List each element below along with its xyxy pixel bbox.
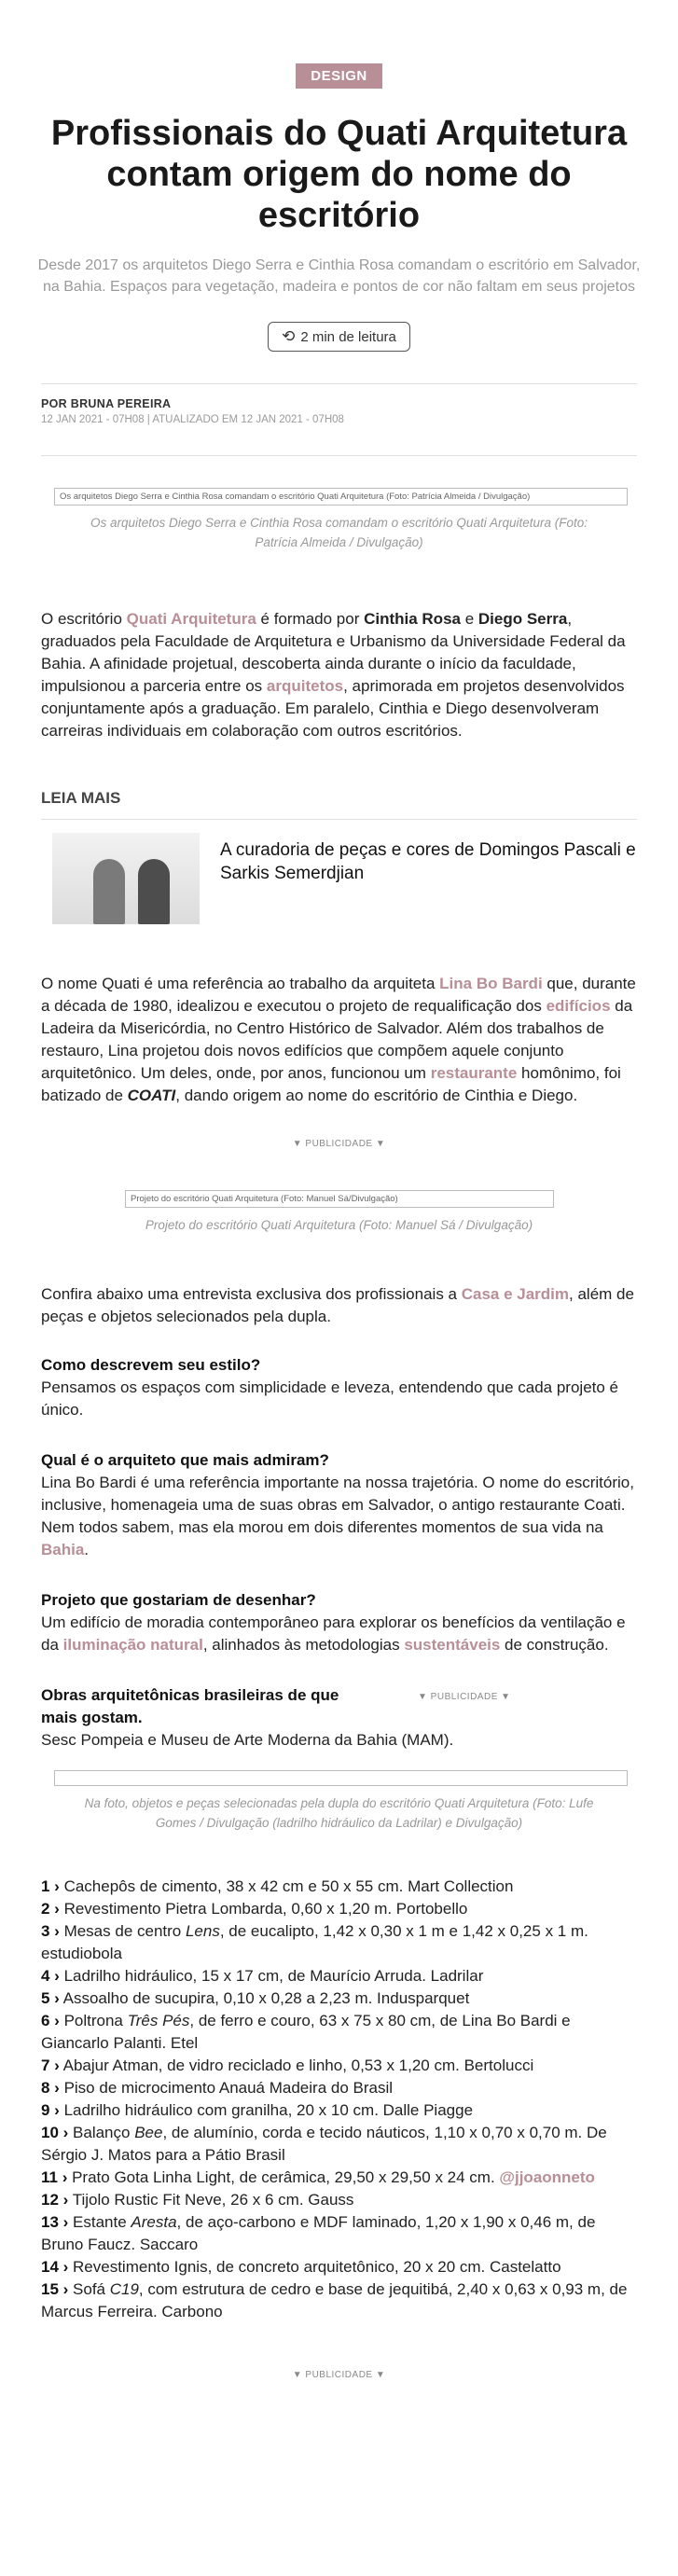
- interview-question: Qual é o arquiteto que mais admiram?: [41, 1451, 329, 1469]
- article-title: Profissionais do Quati Arquitetura contam origem do nome do escritório: [50, 114, 628, 235]
- list-item: [41, 1920, 637, 1965]
- link-bahia[interactable]: Bahia: [41, 1541, 85, 1558]
- list-item: [41, 2077, 637, 2099]
- item-text: Balanço: [68, 2124, 135, 2141]
- text-run: .: [84, 1541, 90, 1558]
- interview-question: Obras arquitetônicas brasileiras de que mais gostam.: [41, 1686, 339, 1726]
- paragraph-3: [0, 1283, 678, 1328]
- item-text: Abajur Atman, de vidro reciclado e linho, 0,53 x 1,20 cm. Bertolucci: [59, 2057, 534, 2074]
- item-text: Poltrona: [59, 2012, 128, 2029]
- leia-mais-section: [0, 787, 678, 924]
- item-number: 6 ›: [41, 2012, 60, 2029]
- image-caption-2: Projeto do escritório Quati Arquitetura (Foto: Manuel Sá / Divulgação): [145, 1218, 533, 1232]
- item-link[interactable]: @jjoaonneto: [499, 2168, 595, 2186]
- text-run: , aprimorada em projetos desenvolvidos conjuntamente após a graduação. Em paralelo, Cinthia e Diego desenvolveram carreiras individuais em colaboração com outros escritórios.: [41, 677, 625, 740]
- item-text: Assoalho de sucupira, 0,10 x 0,28 a 2,23 m. Indusparquet: [59, 1989, 470, 2007]
- item-number: 14 ›: [41, 2258, 69, 2276]
- interview-block-1: [0, 1354, 678, 1421]
- publish-dates: 12 JAN 2021 - 07H08 | ATUALIZADO EM 12 JAN 2021 - 07H08: [41, 414, 344, 425]
- article-subtitle: Desde 2017 os arquitetos Diego Serra e Cinthia Rosa comandam o escritório em Salvador, na Bahia. Espaços para vegetação, madeira e pontos de cor não faltam em seus projetos: [37, 257, 641, 295]
- link-casa-e-jardim[interactable]: Casa e Jardim: [461, 1285, 570, 1303]
- byline: [0, 384, 678, 425]
- interview-block-3: [0, 1589, 678, 1656]
- clock-icon: ⟲: [282, 327, 296, 345]
- item-text: , com estrutura de cedro e base de jequitibá, 2,40 x 0,63 x 0,93 m, de Marcus Ferreira. Carbono: [41, 2280, 628, 2320]
- text-run: da Ladeira da Misericórdia, no Centro Histórico de Salvador. Além dos trabalhos de restauro, Lina projetou dois novos edifícios que compõem aquele conjunto arquitetônico. Um deles, onde, por anos, funcionou um: [41, 997, 633, 1082]
- text-run: é formado por: [256, 610, 365, 628]
- author-name: POR BRUNA PEREIRA: [41, 397, 172, 410]
- item-name: Aresta: [131, 2213, 177, 2231]
- paragraph-1: [0, 608, 678, 742]
- item-number: 12 ›: [41, 2191, 69, 2209]
- item-text: Mesas de centro: [59, 1922, 186, 1940]
- read-time-label: 2 min de leitura: [300, 328, 396, 345]
- link-quati-arquitetura[interactable]: Quati Arquitetura: [126, 610, 256, 628]
- ad-label: ▼ PUBLICIDADE ▼: [418, 1692, 511, 1702]
- text-run: , graduados pela Faculdade de Arquitetura e Urbanismo da Universidade Federal da Bahia. A afinidade projetual, descoberta ainda durante o início da faculdade, impulsionou a parceria entre os: [41, 610, 626, 695]
- item-text: Revestimento Pietra Lombarda, 0,60 x 1,20 m. Portobello: [59, 1900, 468, 1918]
- list-item: [41, 1898, 637, 1920]
- text-run: O nome Quati é uma referência ao trabalho da arquiteta: [41, 975, 440, 992]
- item-text: Prato Gota Linha Light, de cerâmica, 29,50 x 29,50 x 24 cm.: [67, 2168, 500, 2186]
- item-text: Ladrilho hidráulico com granilha, 20 x 10 cm. Dalle Piagge: [59, 2101, 474, 2119]
- item-text: Sofá: [68, 2280, 110, 2298]
- list-item: [41, 1965, 637, 1987]
- text-run: , alinhados às metodologias: [202, 1636, 405, 1654]
- text-run: O escritório: [41, 610, 127, 628]
- item-text: Tijolo Rustic Fit Neve, 26 x 6 cm. Gauss: [68, 2191, 354, 2209]
- divider: [41, 455, 637, 456]
- item-number: 5 ›: [41, 1989, 60, 2007]
- article-image-2: Projeto do escritório Quati Arquitetura (Foto: Manuel Sá/Divulgação): [125, 1190, 554, 1208]
- item-name: Três Pés: [127, 2012, 190, 2029]
- list-item: [41, 1876, 637, 1898]
- interview-answer: Sesc Pompeia e Museu de Arte Moderna da Bahia (MAM).: [41, 1731, 454, 1749]
- item-text: Revestimento Ignis, de concreto arquitetônico, 20 x 20 cm. Castelatto: [68, 2258, 561, 2276]
- name-coati: COATI: [127, 1087, 176, 1104]
- leia-mais-link[interactable]: A curadoria de peças e cores de Domingos Pascali e Sarkis Semerdjian: [220, 840, 636, 883]
- list-item: [41, 2010, 637, 2055]
- interview-block-2: [0, 1449, 678, 1561]
- list-item: [41, 2278, 637, 2323]
- item-text: , de aço-carbono e MDF laminado, 1,20 x 1,90 x 0,46 m, de Bruno Faucz. Saccaro: [41, 2213, 596, 2253]
- list-item: [41, 2189, 637, 2211]
- leia-mais-thumbnail[interactable]: [52, 833, 200, 924]
- item-number: 9 ›: [41, 2101, 60, 2119]
- image-caption-1: Os arquitetos Diego Serra e Cinthia Rosa comandam o escritório Quati Arquitetura (Foto: Patrícia Almeida / Divulgação): [90, 516, 588, 549]
- item-text: Estante: [68, 2213, 131, 2231]
- link-iluminacao-natural[interactable]: iluminação natural: [62, 1636, 203, 1654]
- item-number: 7 ›: [41, 2057, 60, 2074]
- link-lina-bo-bardi[interactable]: Lina Bo Bardi: [439, 975, 543, 992]
- item-number: 8 ›: [41, 2079, 60, 2097]
- list-item: [41, 2211, 637, 2256]
- item-text: , de ferro e couro, 63 x 75 x 80 cm, de Lina Bo Bardi e Giancarlo Palanti. Etel: [41, 2012, 571, 2052]
- interview-question: Como descrevem seu estilo?: [41, 1356, 261, 1374]
- list-item: [41, 2167, 637, 2189]
- name-diego-serra: Diego Serra: [477, 610, 568, 628]
- item-number: 15 ›: [41, 2280, 69, 2298]
- link-sustentaveis[interactable]: sustentáveis: [404, 1636, 501, 1654]
- interview-block-4: [0, 1684, 678, 1752]
- text-run: homônimo, foi batizado de: [41, 1064, 621, 1104]
- read-time-badge: [268, 322, 410, 352]
- text-run: , além de peças e objetos selecionados pela dupla.: [41, 1285, 634, 1325]
- person-figure: [138, 859, 170, 924]
- item-number: 10 ›: [41, 2124, 69, 2141]
- item-number: 3 ›: [41, 1922, 60, 1940]
- products-list: [0, 1876, 678, 2323]
- item-name: Lens: [185, 1922, 220, 1940]
- item-number: 13 ›: [41, 2213, 69, 2231]
- link-arquitetos[interactable]: arquitetos: [266, 677, 344, 695]
- leia-mais-title: LEIA MAIS: [41, 789, 121, 807]
- interview-answer: Pensamos os espaços com simplicidade e leveza, entendendo que cada projeto é único.: [41, 1378, 618, 1419]
- list-item: [41, 2256, 637, 2278]
- item-number: 11 ›: [41, 2168, 68, 2186]
- article-image-1: Os arquitetos Diego Serra e Cinthia Rosa comandam o escritório Quati Arquitetura (Foto: Patrícia Almeida / Divulgação): [54, 488, 628, 506]
- leia-mais-item[interactable]: [52, 833, 637, 924]
- text-run: de construção.: [500, 1636, 609, 1654]
- item-number: 2 ›: [41, 1900, 60, 1918]
- article-header: [0, 0, 678, 352]
- item-text: , de alumínio, corda e tecido náuticos, 1,10 x 0,70 x 0,70 m. De Sérgio J. Matos para a Pátio Brasil: [41, 2124, 607, 2164]
- text-run: e: [460, 610, 478, 628]
- text-run: Confira abaixo uma entrevista exclusiva dos profissionais a: [41, 1285, 462, 1303]
- interview-answer: Um edifício de moradia contemporâneo para explorar os benefícios da ventilação e da: [41, 1613, 626, 1654]
- link-restaurante[interactable]: restaurante: [430, 1064, 518, 1082]
- item-number: 1 ›: [41, 1877, 60, 1895]
- category-badge[interactable]: DESIGN: [296, 63, 382, 89]
- interview-question: Projeto que gostariam de desenhar?: [41, 1591, 316, 1609]
- link-edificios[interactable]: edifícios: [546, 997, 611, 1015]
- item-number: 4 ›: [41, 1967, 60, 1985]
- list-item: [41, 2055, 637, 2077]
- item-text: , de eucalipto, 1,42 x 0,30 x 1 m e 1,42 x 0,25 x 1 m. estudiobola: [41, 1922, 588, 1962]
- paragraph-2: [0, 973, 678, 1107]
- text-run: , dando origem ao nome do escritório de Cinthia e Diego.: [175, 1087, 578, 1104]
- list-item: [41, 1987, 637, 2010]
- image-caption-3: Na foto, objetos e peças selecionadas pela dupla do escritório Quati Arquitetura (Foto: Lufe Gomes / Divulgação (ladrilho hidráulico da Ladrilar) e Divulgação): [84, 1796, 594, 1830]
- item-text: Cachepôs de cimento, 38 x 42 cm e 50 x 55 cm. Mart Collection: [59, 1877, 514, 1895]
- name-cinthia-rosa: Cinthia Rosa: [364, 610, 461, 628]
- ad-label: ▼ PUBLICIDADE ▼: [292, 1139, 386, 1149]
- page-bottom-spacer: [0, 2380, 678, 2436]
- ad-label: ▼ PUBLICIDADE ▼: [292, 2370, 386, 2380]
- person-figure: [93, 859, 125, 924]
- list-item: [41, 2099, 637, 2122]
- article-image-3: [54, 1770, 628, 1786]
- item-text: Piso de microcimento Anauá Madeira do Brasil: [59, 2079, 394, 2097]
- text-run: que, durante a década de 1980, idealizou e executou o projeto de requalificação dos: [41, 975, 636, 1015]
- item-name: C19: [109, 2280, 139, 2298]
- item-text: Ladrilho hidráulico, 15 x 17 cm, de Maurício Arruda. Ladrilar: [59, 1967, 484, 1985]
- divider: [41, 819, 637, 820]
- item-name: Bee: [134, 2124, 163, 2141]
- list-item: [41, 2122, 637, 2167]
- interview-answer: Lina Bo Bardi é uma referência importante na nossa trajetória. O nome do escritório, inclusive, homenageia uma de suas obras em Salvador, o antigo restaurante Coati. Nem todos sabem, mas ela morou em dois diferentes momentos de sua vida na: [41, 1474, 634, 1536]
